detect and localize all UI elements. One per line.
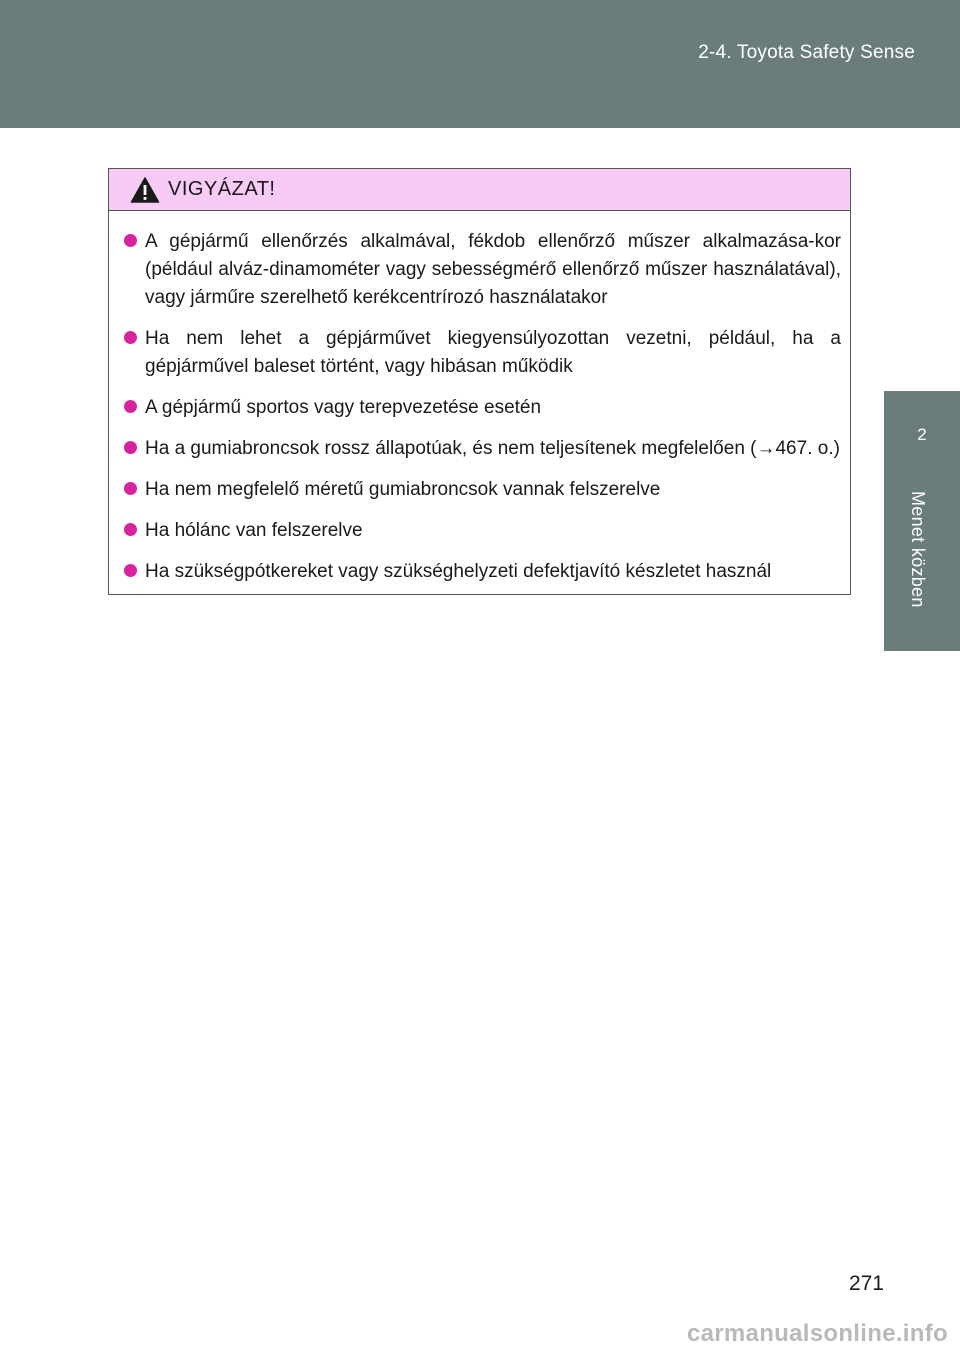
warning-item-text: A gépjármű sportos vagy terepvezetése esetén <box>145 397 542 418</box>
watermark[interactable]: carmanualsonline.info <box>686 1320 948 1347</box>
warning-list <box>109 211 850 586</box>
bullet-icon <box>124 234 137 247</box>
warning-item <box>124 517 841 545</box>
section-title: 2-4. Toyota Safety Sense <box>698 42 915 63</box>
bullet-icon <box>124 564 137 577</box>
page-number: 271 <box>848 1272 884 1295</box>
bullet-icon <box>124 523 137 536</box>
warning-header <box>109 169 850 211</box>
warning-item-text: Ha a gumiabroncsok rossz állapotúak, és nem teljesítenek megfelelően (→467. o.) <box>145 438 840 459</box>
warning-item <box>124 435 841 463</box>
warning-item <box>124 325 841 381</box>
warning-item-text: Ha nem lehet a gépjárművet kiegyensúlyozottan vezetni, például, ha a gépjárművel baleset történt, vagy hibásan működik <box>145 328 841 377</box>
bullet-icon <box>124 400 137 413</box>
chapter-number: 2 <box>917 425 927 444</box>
warning-item-text: A gépjármű ellenőrzés alkalmával, fékdob ellenőrző műszer alkalmazása-kor (például alváz-dinamométer vagy sebességmérő ellenőrző műszer használatával), vagy járműre szerelhető kerékcentrírozó használatakor <box>145 231 841 308</box>
warning-item <box>124 558 841 586</box>
warning-item <box>124 228 841 312</box>
warning-item <box>124 476 841 504</box>
bullet-icon <box>124 331 137 344</box>
bullet-icon <box>124 482 137 495</box>
chapter-label: Menet közben <box>908 491 928 608</box>
warning-item-text: Ha szükségpótkereket vagy szükséghelyzeti defektjavító készletet használ <box>145 561 772 582</box>
warning-item-text: Ha hólánc van felszerelve <box>145 520 363 541</box>
warning-item-text: Ha nem megfelelő méretű gumiabroncsok vannak felszerelve <box>145 479 661 500</box>
warning-title: VIGYÁZAT! <box>168 178 276 200</box>
warning-triangle-icon <box>130 176 160 204</box>
chapter-side-tab[interactable] <box>884 391 960 651</box>
header-band <box>0 0 960 128</box>
warning-item <box>124 394 841 422</box>
bullet-icon <box>124 441 137 454</box>
warning-box <box>108 168 851 595</box>
